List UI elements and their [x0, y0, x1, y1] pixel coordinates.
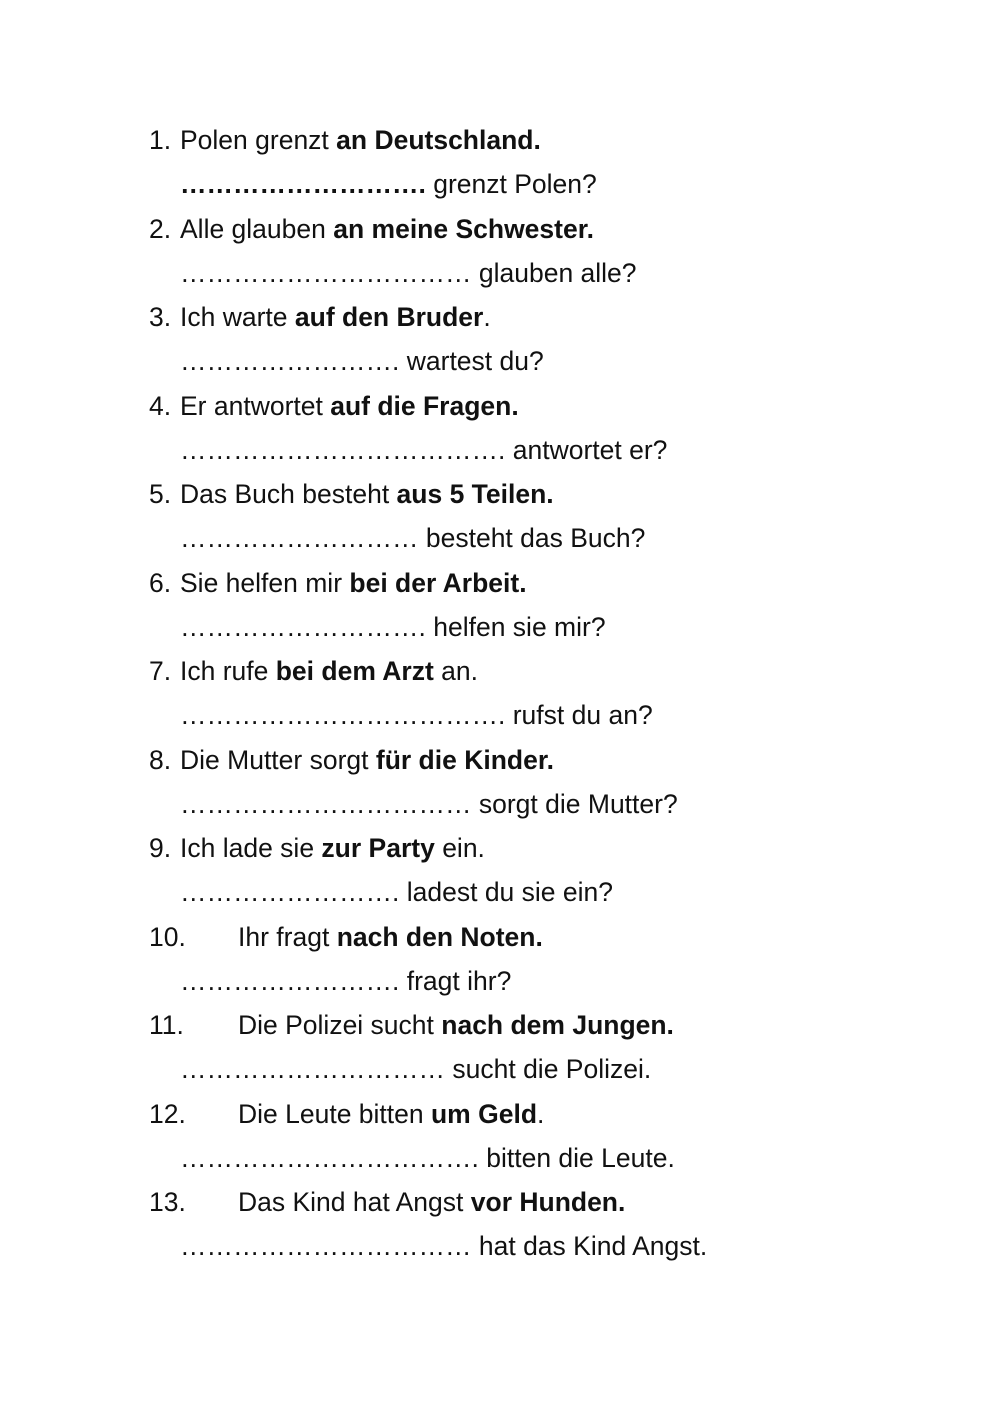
answer-blank[interactable]: ……………………………. — [180, 1142, 479, 1173]
exercise-question — [0, 826, 1000, 870]
sentence-text: Ich warte — [180, 302, 295, 332]
sentence-ending: ein. — [434, 833, 485, 863]
exercise-number: 3. — [149, 302, 172, 332]
sentence-text: Polen grenzt — [180, 125, 337, 155]
question-sentence — [238, 1092, 544, 1136]
answer-blank[interactable]: ………………………………. — [180, 700, 506, 731]
exercise-number: 11. — [149, 1010, 184, 1040]
sentence-ending: . — [483, 302, 491, 332]
exercise-question — [0, 472, 1000, 516]
exercise-number: 6. — [149, 567, 172, 598]
question-sentence — [180, 738, 554, 782]
answer-blank[interactable]: ……………………. — [180, 346, 400, 377]
exercise-question — [0, 1180, 1000, 1224]
sentence-ending: an. — [433, 656, 478, 686]
prepositional-object: bei dem Arzt — [275, 656, 434, 686]
exercise-number: 13. — [149, 1187, 186, 1217]
answer-question-text: wartest du? — [399, 346, 544, 377]
sentence-text: Er antwortet — [180, 390, 331, 421]
exercise-question — [0, 118, 1000, 162]
answer-question-text: glauben alle? — [471, 257, 637, 288]
answer-line — [0, 782, 1000, 826]
prepositional-object: nach den Noten. — [336, 921, 543, 952]
answer-prompt — [180, 782, 678, 826]
answer-question-text: sucht die Polizei. — [445, 1054, 652, 1085]
question-sentence — [238, 1180, 625, 1224]
answer-line — [0, 693, 1000, 737]
answer-question-text: rufst du an? — [505, 700, 653, 731]
worksheet — [0, 118, 1000, 1269]
question-sentence — [180, 472, 554, 516]
sentence-text: Die Polizei sucht — [238, 1010, 442, 1040]
prepositional-object: bei der Arbeit. — [349, 567, 527, 598]
sentence-text: Ihr fragt — [238, 921, 337, 952]
exercise-question — [0, 1092, 1000, 1136]
exercise-question — [0, 561, 1000, 605]
prepositional-object: vor Hunden. — [470, 1187, 626, 1217]
answer-line — [0, 1224, 1000, 1268]
answer-blank[interactable]: ………………………. — [180, 169, 426, 200]
answer-blank[interactable]: …………………………… — [180, 257, 472, 288]
answer-line — [0, 428, 1000, 472]
prepositional-object: nach dem Jungen. — [441, 1010, 674, 1040]
answer-prompt — [180, 605, 606, 649]
answer-blank[interactable]: ………………………. — [180, 611, 426, 642]
exercise-question — [0, 207, 1000, 251]
answer-line — [0, 1136, 1000, 1180]
answer-line — [0, 162, 1000, 206]
answer-prompt — [180, 693, 653, 737]
answer-blank[interactable]: ………………………………. — [180, 434, 506, 465]
question-sentence — [180, 118, 541, 162]
answer-line — [0, 959, 1000, 1003]
exercise-number: 12. — [149, 1098, 186, 1129]
sentence-text: Die Mutter sorgt — [180, 744, 376, 775]
question-sentence — [180, 649, 478, 693]
prepositional-object: aus 5 Teilen. — [396, 479, 554, 509]
answer-blank[interactable]: ……………………. — [180, 965, 400, 996]
answer-question-text: grenzt Polen? — [425, 169, 597, 200]
answer-blank[interactable]: ……………………. — [180, 877, 400, 908]
prepositional-object: an Deutschland. — [336, 125, 541, 155]
answer-prompt — [180, 162, 597, 206]
exercise-question — [0, 915, 1000, 959]
sentence-text: Alle glauben — [180, 213, 334, 244]
sentence-text: Ich rufe — [180, 656, 276, 686]
question-sentence — [180, 207, 594, 251]
sentence-text: Ich lade sie — [180, 833, 322, 863]
exercise-number: 7. — [149, 656, 172, 686]
answer-line — [0, 251, 1000, 295]
exercise-number: 4. — [149, 390, 172, 421]
prepositional-object: auf die Fragen. — [330, 390, 519, 421]
answer-question-text: bitten die Leute. — [478, 1142, 675, 1173]
answer-line — [0, 870, 1000, 914]
exercise-question — [0, 1003, 1000, 1047]
prepositional-object: zur Party — [321, 833, 435, 863]
answer-prompt — [180, 870, 613, 914]
question-sentence — [180, 826, 485, 870]
exercise-number: 1. — [149, 125, 172, 155]
answer-line — [0, 516, 1000, 560]
exercise-question — [0, 384, 1000, 428]
answer-blank[interactable]: ………………………… — [180, 1054, 445, 1085]
question-sentence — [180, 295, 491, 339]
answer-question-text: fragt ihr? — [399, 965, 512, 996]
sentence-text: Das Kind hat Angst — [238, 1187, 471, 1217]
exercise-number: 9. — [149, 833, 172, 863]
answer-blank[interactable]: …………………………… — [180, 1231, 472, 1262]
exercise-question — [0, 649, 1000, 693]
prepositional-object: für die Kinder. — [375, 744, 555, 775]
answer-prompt — [180, 251, 637, 295]
question-sentence — [180, 561, 527, 605]
answer-question-text: hat das Kind Angst. — [471, 1231, 708, 1262]
prepositional-object: auf den Bruder — [294, 302, 484, 332]
answer-blank[interactable]: …………………………… — [180, 788, 472, 819]
answer-line — [0, 339, 1000, 383]
question-sentence — [238, 1003, 674, 1047]
exercise-number: 2. — [149, 213, 172, 244]
answer-prompt — [180, 1047, 651, 1091]
answer-line — [0, 605, 1000, 649]
sentence-text: Die Leute bitten — [238, 1098, 431, 1129]
answer-prompt — [180, 428, 667, 472]
sentence-ending: . — [537, 1098, 545, 1129]
answer-question-text: besteht das Buch? — [418, 523, 646, 554]
answer-question-text: antwortet er? — [505, 434, 668, 465]
sentence-text: Das Buch besteht — [180, 479, 397, 509]
answer-prompt — [180, 516, 645, 560]
sentence-text: Sie helfen mir — [180, 567, 350, 598]
exercise-number: 5. — [149, 479, 172, 509]
prepositional-object: um Geld — [431, 1098, 538, 1129]
prepositional-object: an meine Schwester. — [333, 213, 594, 244]
question-sentence — [238, 915, 543, 959]
exercise-question — [0, 295, 1000, 339]
exercise-question — [0, 738, 1000, 782]
answer-blank[interactable]: ……………………… — [180, 523, 419, 554]
answer-question-text: helfen sie mir? — [425, 611, 606, 642]
answer-prompt — [180, 959, 511, 1003]
exercise-number: 8. — [149, 744, 172, 775]
answer-question-text: ladest du sie ein? — [399, 877, 613, 908]
answer-question-text: sorgt die Mutter? — [471, 788, 678, 819]
question-sentence — [180, 384, 519, 428]
answer-prompt — [180, 339, 544, 383]
answer-line — [0, 1047, 1000, 1091]
answer-prompt — [180, 1136, 675, 1180]
answer-prompt — [180, 1224, 707, 1268]
exercise-number: 10. — [149, 921, 186, 952]
